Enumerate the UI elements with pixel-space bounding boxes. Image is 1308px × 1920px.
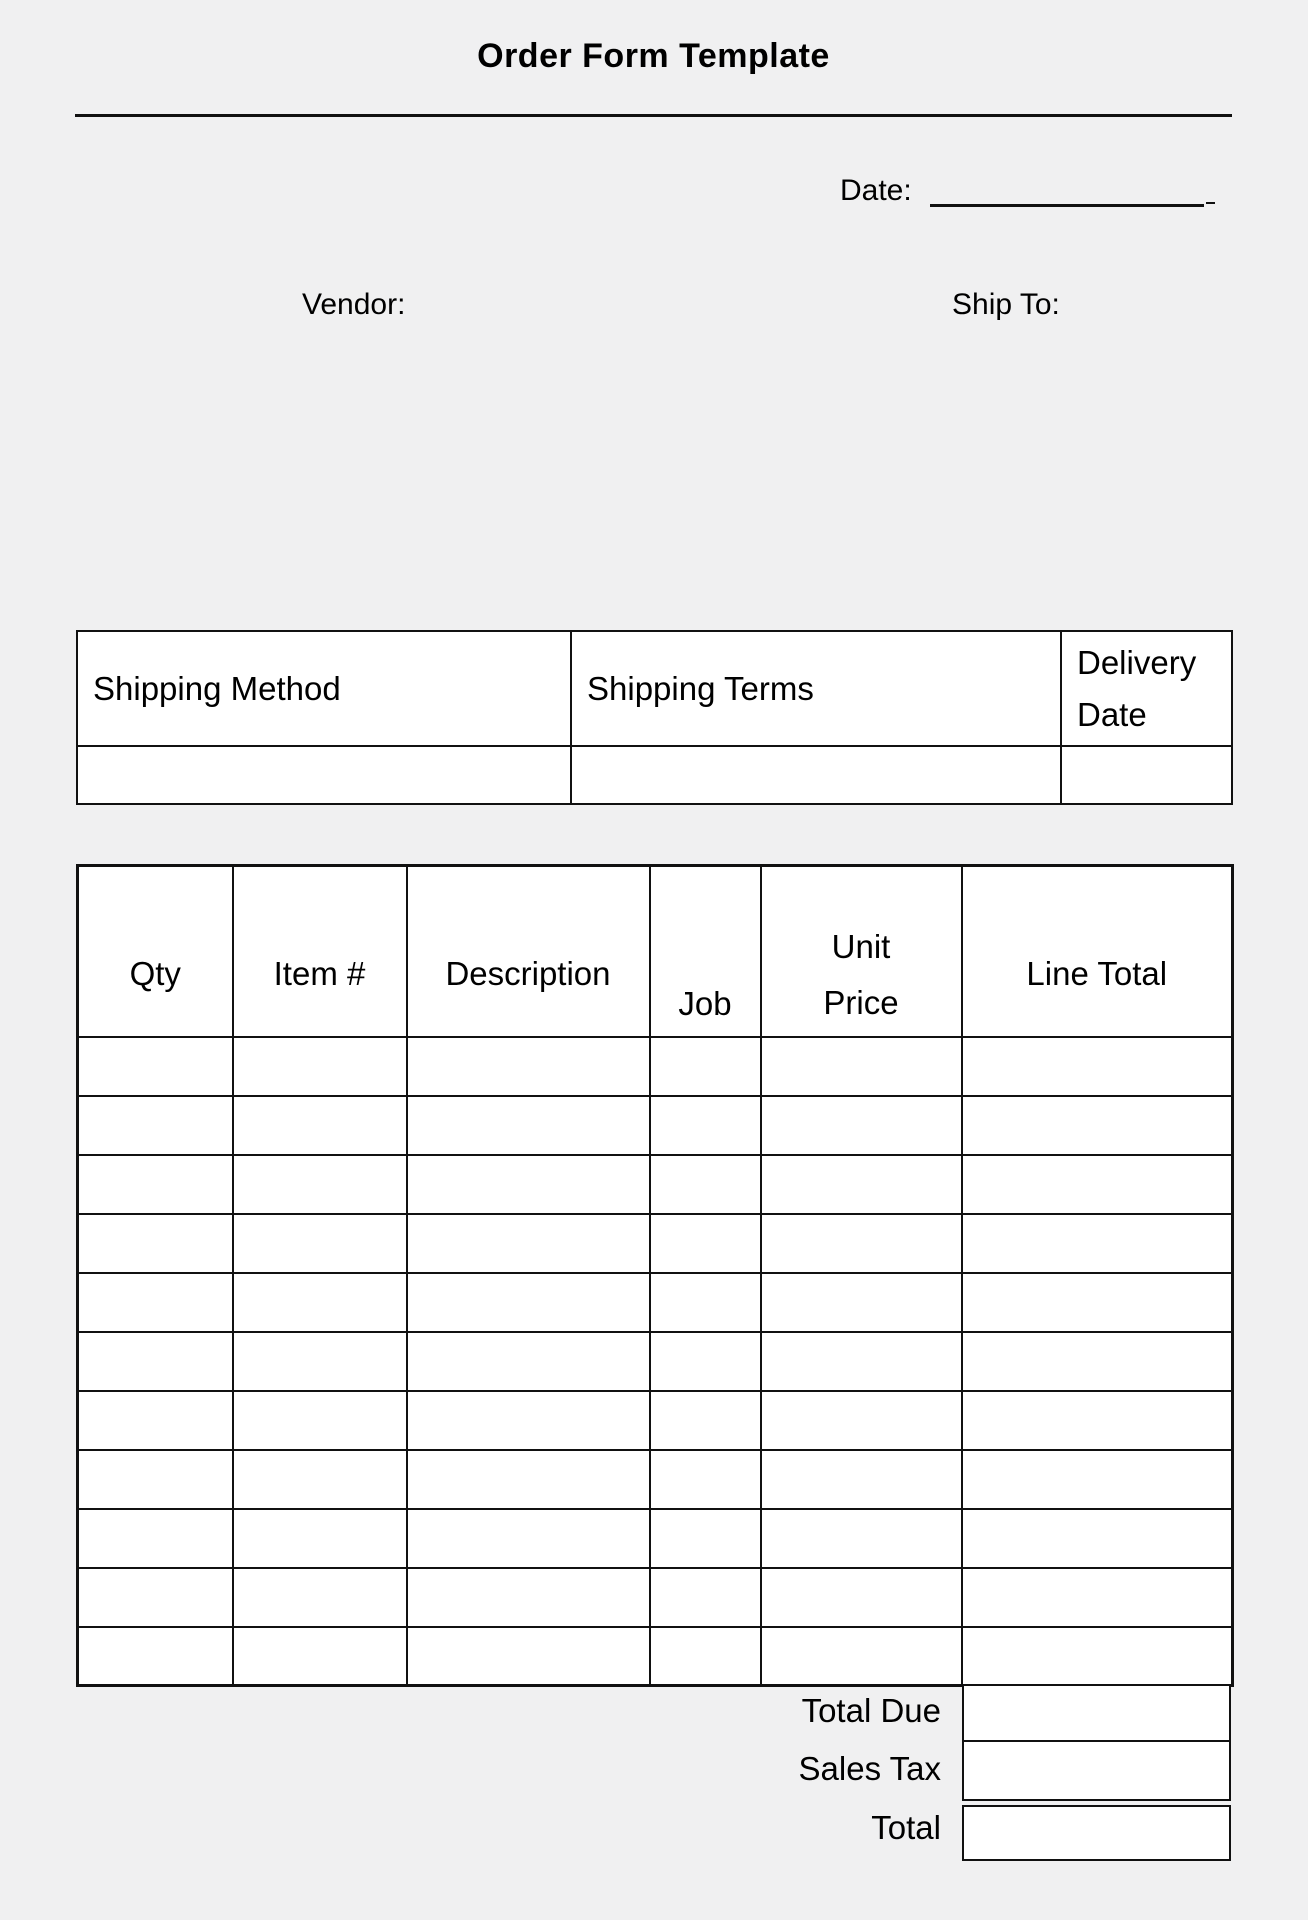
- item-cell-r9-c1[interactable]: [78, 1509, 233, 1568]
- item-cell-r10-c2[interactable]: [233, 1568, 407, 1627]
- qty-column-header: Qty: [78, 866, 233, 1037]
- item-number-column-header: Item #: [233, 866, 407, 1037]
- order-items-table: [76, 864, 1234, 1687]
- item-row: [78, 1450, 1233, 1509]
- shipping-row: [77, 746, 1232, 804]
- item-cell-r2-c1[interactable]: [78, 1096, 233, 1155]
- shipping-input-cell-c1[interactable]: [77, 746, 571, 804]
- item-cell-r11-c6[interactable]: [962, 1627, 1233, 1686]
- date-input-line[interactable]: [930, 204, 1204, 207]
- item-row: [78, 1273, 1233, 1332]
- item-cell-r2-c2[interactable]: [233, 1096, 407, 1155]
- item-row: [78, 1627, 1233, 1686]
- item-cell-r5-c1[interactable]: [78, 1273, 233, 1332]
- item-cell-r5-c6[interactable]: [962, 1273, 1233, 1332]
- item-row: [78, 1214, 1233, 1273]
- shipping-terms-header: Shipping Terms: [571, 631, 1061, 746]
- item-cell-r4-c4[interactable]: [650, 1214, 761, 1273]
- item-cell-r7-c6[interactable]: [962, 1391, 1233, 1450]
- item-cell-r3-c5[interactable]: [761, 1155, 962, 1214]
- item-cell-r4-c6[interactable]: [962, 1214, 1233, 1273]
- item-cell-r1-c2[interactable]: [233, 1037, 407, 1096]
- item-cell-r2-c6[interactable]: [962, 1096, 1233, 1155]
- items-header-row: [78, 866, 1233, 1037]
- total-due-label: Total Due: [801, 1692, 941, 1729]
- item-cell-r6-c4[interactable]: [650, 1332, 761, 1391]
- item-cell-r7-c4[interactable]: [650, 1391, 761, 1450]
- item-cell-r6-c6[interactable]: [962, 1332, 1233, 1391]
- item-row: [78, 1037, 1233, 1096]
- job-column-header: Job: [650, 866, 761, 1037]
- item-cell-r5-c2[interactable]: [233, 1273, 407, 1332]
- item-cell-r7-c1[interactable]: [78, 1391, 233, 1450]
- item-cell-r1-c4[interactable]: [650, 1037, 761, 1096]
- item-cell-r6-c2[interactable]: [233, 1332, 407, 1391]
- unit-price-column-label: Unit Price: [823, 928, 899, 1021]
- page-title: Order Form Template: [477, 37, 830, 75]
- item-cell-r6-c1[interactable]: [78, 1332, 233, 1391]
- item-row: [78, 1332, 1233, 1391]
- item-row: [78, 1155, 1233, 1214]
- item-row: [78, 1568, 1233, 1627]
- item-cell-r5-c4[interactable]: [650, 1273, 761, 1332]
- item-cell-r8-c4[interactable]: [650, 1450, 761, 1509]
- sales-tax-label: Sales Tax: [798, 1750, 941, 1787]
- item-cell-r8-c6[interactable]: [962, 1450, 1233, 1509]
- item-cell-r3-c6[interactable]: [962, 1155, 1233, 1214]
- item-cell-r2-c5[interactable]: [761, 1096, 962, 1155]
- shipping-input-cell-c2[interactable]: [571, 746, 1061, 804]
- item-cell-r3-c4[interactable]: [650, 1155, 761, 1214]
- shipping-method-header: Shipping Method: [77, 631, 571, 746]
- date-label: Date:: [840, 174, 912, 207]
- item-cell-r8-c1[interactable]: [78, 1450, 233, 1509]
- item-cell-r8-c3[interactable]: [407, 1450, 650, 1509]
- item-cell-r10-c3[interactable]: [407, 1568, 650, 1627]
- date-input-line-end: [1206, 202, 1215, 204]
- total-input-box[interactable]: [962, 1805, 1231, 1861]
- item-cell-r4-c2[interactable]: [233, 1214, 407, 1273]
- item-cell-r7-c5[interactable]: [761, 1391, 962, 1450]
- item-cell-r9-c5[interactable]: [761, 1509, 962, 1568]
- item-row: [78, 1509, 1233, 1568]
- item-cell-r6-c3[interactable]: [407, 1332, 650, 1391]
- shipping-info-table: [76, 630, 1233, 805]
- item-cell-r9-c2[interactable]: [233, 1509, 407, 1568]
- line-total-column-header: Line Total: [962, 866, 1233, 1037]
- item-cell-r2-c4[interactable]: [650, 1096, 761, 1155]
- item-cell-r5-c3[interactable]: [407, 1273, 650, 1332]
- item-cell-r7-c2[interactable]: [233, 1391, 407, 1450]
- item-row: [78, 1096, 1233, 1155]
- item-cell-r10-c1[interactable]: [78, 1568, 233, 1627]
- item-cell-r9-c3[interactable]: [407, 1509, 650, 1568]
- item-cell-r4-c1[interactable]: [78, 1214, 233, 1273]
- item-cell-r9-c6[interactable]: [962, 1509, 1233, 1568]
- item-cell-r11-c4[interactable]: [650, 1627, 761, 1686]
- item-cell-r7-c3[interactable]: [407, 1391, 650, 1450]
- item-cell-r11-c1[interactable]: [78, 1627, 233, 1686]
- item-cell-r2-c3[interactable]: [407, 1096, 650, 1155]
- item-cell-r1-c6[interactable]: [962, 1037, 1233, 1096]
- item-cell-r10-c4[interactable]: [650, 1568, 761, 1627]
- item-cell-r10-c6[interactable]: [962, 1568, 1233, 1627]
- item-cell-r1-c3[interactable]: [407, 1037, 650, 1096]
- item-cell-r1-c1[interactable]: [78, 1037, 233, 1096]
- title-divider: [75, 114, 1232, 117]
- vendor-label: Vendor:: [302, 288, 406, 321]
- item-cell-r3-c3[interactable]: [407, 1155, 650, 1214]
- item-cell-r11-c2[interactable]: [233, 1627, 407, 1686]
- total-due-input-box[interactable]: [962, 1684, 1231, 1742]
- item-cell-r6-c5[interactable]: [761, 1332, 962, 1391]
- item-cell-r10-c5[interactable]: [761, 1568, 962, 1627]
- unit-price-column-header: [761, 866, 962, 1037]
- item-cell-r9-c4[interactable]: [650, 1509, 761, 1568]
- item-cell-r5-c5[interactable]: [761, 1273, 962, 1332]
- description-column-header: Description: [407, 866, 650, 1037]
- item-row: [78, 1391, 1233, 1450]
- item-cell-r1-c5[interactable]: [761, 1037, 962, 1096]
- item-cell-r4-c5[interactable]: [761, 1214, 962, 1273]
- item-cell-r3-c1[interactable]: [78, 1155, 233, 1214]
- sales-tax-input-box[interactable]: [962, 1742, 1231, 1801]
- shipping-table-body: [77, 746, 1232, 804]
- shipping-input-cell-c3[interactable]: [1061, 746, 1232, 804]
- total-label: Total: [871, 1809, 941, 1846]
- ship-to-label: Ship To:: [952, 288, 1060, 321]
- item-cell-r11-c3[interactable]: [407, 1627, 650, 1686]
- item-cell-r4-c3[interactable]: [407, 1214, 650, 1273]
- item-cell-r3-c2[interactable]: [233, 1155, 407, 1214]
- items-table-body: [78, 1037, 1233, 1686]
- item-cell-r8-c2[interactable]: [233, 1450, 407, 1509]
- item-cell-r8-c5[interactable]: [761, 1450, 962, 1509]
- item-cell-r11-c5[interactable]: [761, 1627, 962, 1686]
- delivery-date-header: Delivery Date: [1061, 631, 1232, 746]
- shipping-header-row: [77, 631, 1232, 746]
